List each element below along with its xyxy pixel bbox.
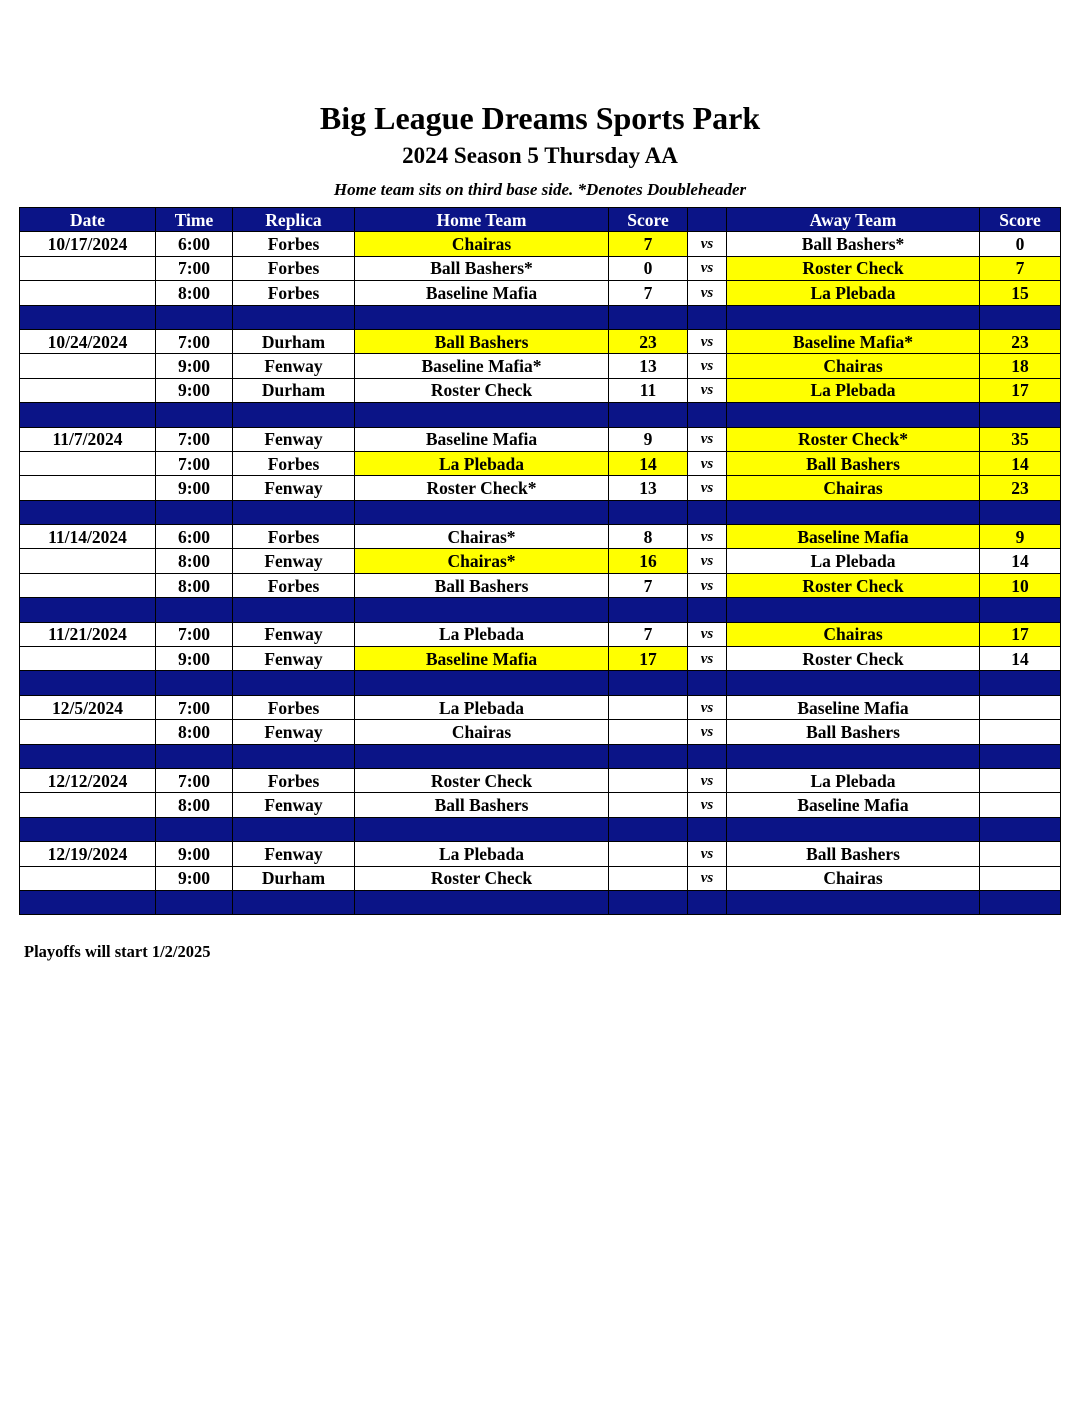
col-header-vs [688, 208, 727, 232]
home-team-cell: Roster Check [355, 768, 609, 792]
vs-cell: vs [688, 573, 727, 597]
col-header-home-team: Home Team [355, 208, 609, 232]
separator-cell [156, 403, 233, 427]
time-cell: 6:00 [156, 232, 233, 256]
time-cell: 9:00 [156, 647, 233, 671]
separator-cell [156, 305, 233, 329]
separator-cell [355, 671, 609, 695]
home-score-cell: 23 [609, 329, 688, 353]
away-team-cell: Chairas [727, 622, 980, 646]
away-team-cell: Roster Check [727, 256, 980, 280]
separator-cell [20, 890, 156, 914]
away-team-cell: La Plebada [727, 549, 980, 573]
home-score-cell: 11 [609, 378, 688, 402]
week-separator [20, 403, 1061, 427]
col-header-replica: Replica [233, 208, 355, 232]
vs-cell: vs [688, 232, 727, 256]
separator-cell [609, 744, 688, 768]
vs-cell: vs [688, 427, 727, 451]
home-team-cell: Chairas [355, 232, 609, 256]
separator-cell [233, 500, 355, 524]
home-team-cell: Chairas* [355, 525, 609, 549]
table-row [20, 866, 1061, 890]
separator-cell [688, 500, 727, 524]
vs-cell: vs [688, 842, 727, 866]
home-team-cell: Chairas* [355, 549, 609, 573]
table-row [20, 647, 1061, 671]
home-score-cell: 9 [609, 427, 688, 451]
home-team-cell: Ball Bashers [355, 573, 609, 597]
away-team-cell: Ball Bashers [727, 720, 980, 744]
table-row [20, 232, 1061, 256]
time-cell: 9:00 [156, 866, 233, 890]
separator-cell [688, 671, 727, 695]
date-cell: 11/21/2024 [20, 622, 156, 646]
vs-cell: vs [688, 354, 727, 378]
time-cell: 7:00 [156, 329, 233, 353]
away-team-cell: Chairas [727, 354, 980, 378]
replica-cell: Durham [233, 329, 355, 353]
replica-cell: Fenway [233, 476, 355, 500]
replica-cell: Fenway [233, 793, 355, 817]
date-cell: 10/17/2024 [20, 232, 156, 256]
playoffs-note: Playoffs will start 1/2/2025 [24, 942, 211, 961]
separator-cell [609, 890, 688, 914]
table-row [20, 573, 1061, 597]
time-cell: 7:00 [156, 451, 233, 475]
away-score-cell: 23 [980, 329, 1061, 353]
replica-cell: Fenway [233, 427, 355, 451]
away-score-cell [980, 768, 1061, 792]
separator-cell [233, 817, 355, 841]
home-team-cell: La Plebada [355, 695, 609, 719]
separator-cell [156, 890, 233, 914]
away-score-cell [980, 695, 1061, 719]
vs-cell: vs [688, 451, 727, 475]
separator-cell [980, 890, 1061, 914]
home-score-cell: 13 [609, 354, 688, 378]
schedule-table [19, 207, 1061, 915]
home-team-cell: Baseline Mafia* [355, 354, 609, 378]
header-row [20, 208, 1061, 232]
away-score-cell: 14 [980, 549, 1061, 573]
col-header-date: Date [20, 208, 156, 232]
table-row [20, 793, 1061, 817]
date-cell: 12/12/2024 [20, 768, 156, 792]
date-cell [20, 354, 156, 378]
col-header-time: Time [156, 208, 233, 232]
away-score-cell: 17 [980, 378, 1061, 402]
separator-cell [727, 744, 980, 768]
separator-cell [688, 305, 727, 329]
separator-cell [233, 598, 355, 622]
separator-cell [355, 744, 609, 768]
table-row [20, 622, 1061, 646]
away-team-cell: Baseline Mafia [727, 695, 980, 719]
date-cell [20, 256, 156, 280]
separator-cell [20, 817, 156, 841]
date-cell: 11/14/2024 [20, 525, 156, 549]
vs-cell: vs [688, 866, 727, 890]
separator-cell [156, 671, 233, 695]
table-row [20, 695, 1061, 719]
vs-cell: vs [688, 378, 727, 402]
home-score-cell: 8 [609, 525, 688, 549]
home-score-cell [609, 768, 688, 792]
date-cell [20, 378, 156, 402]
separator-cell [609, 305, 688, 329]
table-row [20, 842, 1061, 866]
separator-cell [688, 890, 727, 914]
separator-cell [727, 305, 980, 329]
separator-cell [980, 817, 1061, 841]
table-row [20, 768, 1061, 792]
separator-cell [20, 403, 156, 427]
separator-cell [980, 403, 1061, 427]
separator-cell [980, 744, 1061, 768]
separator-cell [355, 890, 609, 914]
week-separator [20, 598, 1061, 622]
separator-cell [20, 500, 156, 524]
home-score-cell: 14 [609, 451, 688, 475]
vs-cell: vs [688, 329, 727, 353]
separator-cell [727, 817, 980, 841]
table-row [20, 476, 1061, 500]
replica-cell: Durham [233, 866, 355, 890]
replica-cell: Fenway [233, 354, 355, 378]
away-score-cell [980, 793, 1061, 817]
date-cell: 12/19/2024 [20, 842, 156, 866]
separator-cell [233, 305, 355, 329]
away-score-cell [980, 842, 1061, 866]
home-team-cell: La Plebada [355, 622, 609, 646]
separator-cell [355, 598, 609, 622]
home-score-cell [609, 842, 688, 866]
separator-cell [355, 500, 609, 524]
separator-cell [609, 817, 688, 841]
home-team-cell: Roster Check [355, 866, 609, 890]
vs-cell: vs [688, 647, 727, 671]
time-cell: 8:00 [156, 549, 233, 573]
away-team-cell: Baseline Mafia* [727, 329, 980, 353]
vs-cell: vs [688, 695, 727, 719]
away-team-cell: Ball Bashers [727, 451, 980, 475]
separator-cell [980, 671, 1061, 695]
away-score-cell: 14 [980, 647, 1061, 671]
time-cell: 8:00 [156, 573, 233, 597]
time-cell: 7:00 [156, 256, 233, 280]
separator-cell [233, 890, 355, 914]
separator-cell [156, 500, 233, 524]
home-score-cell: 7 [609, 573, 688, 597]
home-score-cell: 13 [609, 476, 688, 500]
home-score-cell: 7 [609, 622, 688, 646]
time-cell: 9:00 [156, 354, 233, 378]
table-row [20, 256, 1061, 280]
away-score-cell: 14 [980, 451, 1061, 475]
separator-cell [156, 598, 233, 622]
separator-cell [980, 305, 1061, 329]
home-score-cell [609, 866, 688, 890]
date-cell [20, 866, 156, 890]
table-row [20, 281, 1061, 305]
time-cell: 9:00 [156, 842, 233, 866]
time-cell: 7:00 [156, 622, 233, 646]
replica-cell: Fenway [233, 647, 355, 671]
date-cell [20, 451, 156, 475]
away-team-cell: Baseline Mafia [727, 525, 980, 549]
away-team-cell: Chairas [727, 476, 980, 500]
separator-cell [156, 744, 233, 768]
vs-cell: vs [688, 622, 727, 646]
vs-cell: vs [688, 256, 727, 280]
separator-cell [20, 598, 156, 622]
separator-cell [20, 671, 156, 695]
vs-cell: vs [688, 720, 727, 744]
week-separator [20, 890, 1061, 914]
time-cell: 7:00 [156, 768, 233, 792]
date-cell [20, 476, 156, 500]
vs-cell: vs [688, 793, 727, 817]
replica-cell: Forbes [233, 768, 355, 792]
time-cell: 6:00 [156, 525, 233, 549]
date-cell: 11/7/2024 [20, 427, 156, 451]
separator-cell [727, 890, 980, 914]
separator-cell [727, 598, 980, 622]
separator-cell [20, 305, 156, 329]
away-score-cell: 10 [980, 573, 1061, 597]
away-team-cell: Baseline Mafia [727, 793, 980, 817]
away-team-cell: La Plebada [727, 378, 980, 402]
replica-cell: Forbes [233, 525, 355, 549]
date-cell: 10/24/2024 [20, 329, 156, 353]
replica-cell: Fenway [233, 622, 355, 646]
separator-cell [156, 817, 233, 841]
replica-cell: Forbes [233, 695, 355, 719]
away-score-cell [980, 720, 1061, 744]
away-team-cell: Roster Check [727, 573, 980, 597]
separator-cell [609, 598, 688, 622]
date-cell [20, 793, 156, 817]
home-team-cell: Roster Check* [355, 476, 609, 500]
separator-cell [355, 305, 609, 329]
separator-cell [980, 500, 1061, 524]
separator-cell [727, 500, 980, 524]
table-row [20, 451, 1061, 475]
home-team-cell: Ball Bashers* [355, 256, 609, 280]
away-score-cell: 0 [980, 232, 1061, 256]
separator-cell [355, 403, 609, 427]
home-score-cell: 17 [609, 647, 688, 671]
home-team-cell: Ball Bashers [355, 329, 609, 353]
page-note: Home team sits on third base side. *Denotes Doubleheader [333, 180, 747, 199]
table-row [20, 525, 1061, 549]
col-header-away-team: Away Team [727, 208, 980, 232]
table-row [20, 549, 1061, 573]
home-team-cell: Roster Check [355, 378, 609, 402]
away-team-cell: Roster Check* [727, 427, 980, 451]
time-cell: 8:00 [156, 281, 233, 305]
time-cell: 7:00 [156, 427, 233, 451]
replica-cell: Forbes [233, 232, 355, 256]
home-score-cell: 16 [609, 549, 688, 573]
time-cell: 7:00 [156, 695, 233, 719]
home-team-cell: Baseline Mafia [355, 427, 609, 451]
away-score-cell: 9 [980, 525, 1061, 549]
date-cell [20, 281, 156, 305]
separator-cell [688, 817, 727, 841]
time-cell: 9:00 [156, 378, 233, 402]
date-cell [20, 647, 156, 671]
date-cell: 12/5/2024 [20, 695, 156, 719]
away-team-cell: La Plebada [727, 281, 980, 305]
home-team-cell: Chairas [355, 720, 609, 744]
separator-cell [688, 403, 727, 427]
table-row [20, 329, 1061, 353]
table-row [20, 354, 1061, 378]
away-score-cell: 23 [980, 476, 1061, 500]
away-team-cell: La Plebada [727, 768, 980, 792]
away-score-cell: 15 [980, 281, 1061, 305]
home-score-cell: 7 [609, 232, 688, 256]
table-row [20, 720, 1061, 744]
away-team-cell: Chairas [727, 866, 980, 890]
time-cell: 8:00 [156, 793, 233, 817]
separator-cell [688, 744, 727, 768]
home-score-cell [609, 720, 688, 744]
col-header-home-score: Score [609, 208, 688, 232]
replica-cell: Fenway [233, 549, 355, 573]
home-team-cell: Baseline Mafia [355, 281, 609, 305]
week-separator [20, 671, 1061, 695]
week-separator [20, 817, 1061, 841]
separator-cell [609, 403, 688, 427]
replica-cell: Forbes [233, 573, 355, 597]
replica-cell: Forbes [233, 451, 355, 475]
table-row [20, 427, 1061, 451]
week-separator [20, 305, 1061, 329]
replica-cell: Forbes [233, 256, 355, 280]
home-score-cell: 7 [609, 281, 688, 305]
page-title: Big League Dreams Sports Park [319, 100, 761, 136]
replica-cell: Forbes [233, 281, 355, 305]
replica-cell: Fenway [233, 720, 355, 744]
vs-cell: vs [688, 476, 727, 500]
separator-cell [727, 403, 980, 427]
col-header-away-score: Score [980, 208, 1061, 232]
away-team-cell: Ball Bashers [727, 842, 980, 866]
date-cell [20, 720, 156, 744]
vs-cell: vs [688, 549, 727, 573]
week-separator [20, 500, 1061, 524]
separator-cell [233, 744, 355, 768]
separator-cell [609, 500, 688, 524]
away-score-cell: 17 [980, 622, 1061, 646]
away-score-cell: 35 [980, 427, 1061, 451]
table-row [20, 378, 1061, 402]
separator-cell [355, 817, 609, 841]
away-score-cell: 7 [980, 256, 1061, 280]
time-cell: 9:00 [156, 476, 233, 500]
vs-cell: vs [688, 281, 727, 305]
separator-cell [727, 671, 980, 695]
away-team-cell: Roster Check [727, 647, 980, 671]
home-team-cell: La Plebada [355, 842, 609, 866]
replica-cell: Fenway [233, 842, 355, 866]
vs-cell: vs [688, 768, 727, 792]
week-separator [20, 744, 1061, 768]
separator-cell [233, 403, 355, 427]
separator-cell [233, 671, 355, 695]
home-score-cell: 0 [609, 256, 688, 280]
separator-cell [609, 671, 688, 695]
home-team-cell: La Plebada [355, 451, 609, 475]
home-score-cell [609, 793, 688, 817]
home-team-cell: Baseline Mafia [355, 647, 609, 671]
separator-cell [980, 598, 1061, 622]
separator-cell [688, 598, 727, 622]
page-subtitle: 2024 Season 5 Thursday AA [402, 143, 678, 168]
away-team-cell: Ball Bashers* [727, 232, 980, 256]
away-score-cell [980, 866, 1061, 890]
home-score-cell [609, 695, 688, 719]
time-cell: 8:00 [156, 720, 233, 744]
vs-cell: vs [688, 525, 727, 549]
home-team-cell: Ball Bashers [355, 793, 609, 817]
date-cell [20, 549, 156, 573]
separator-cell [20, 744, 156, 768]
schedule-body [20, 232, 1061, 915]
away-score-cell: 18 [980, 354, 1061, 378]
date-cell [20, 573, 156, 597]
replica-cell: Durham [233, 378, 355, 402]
